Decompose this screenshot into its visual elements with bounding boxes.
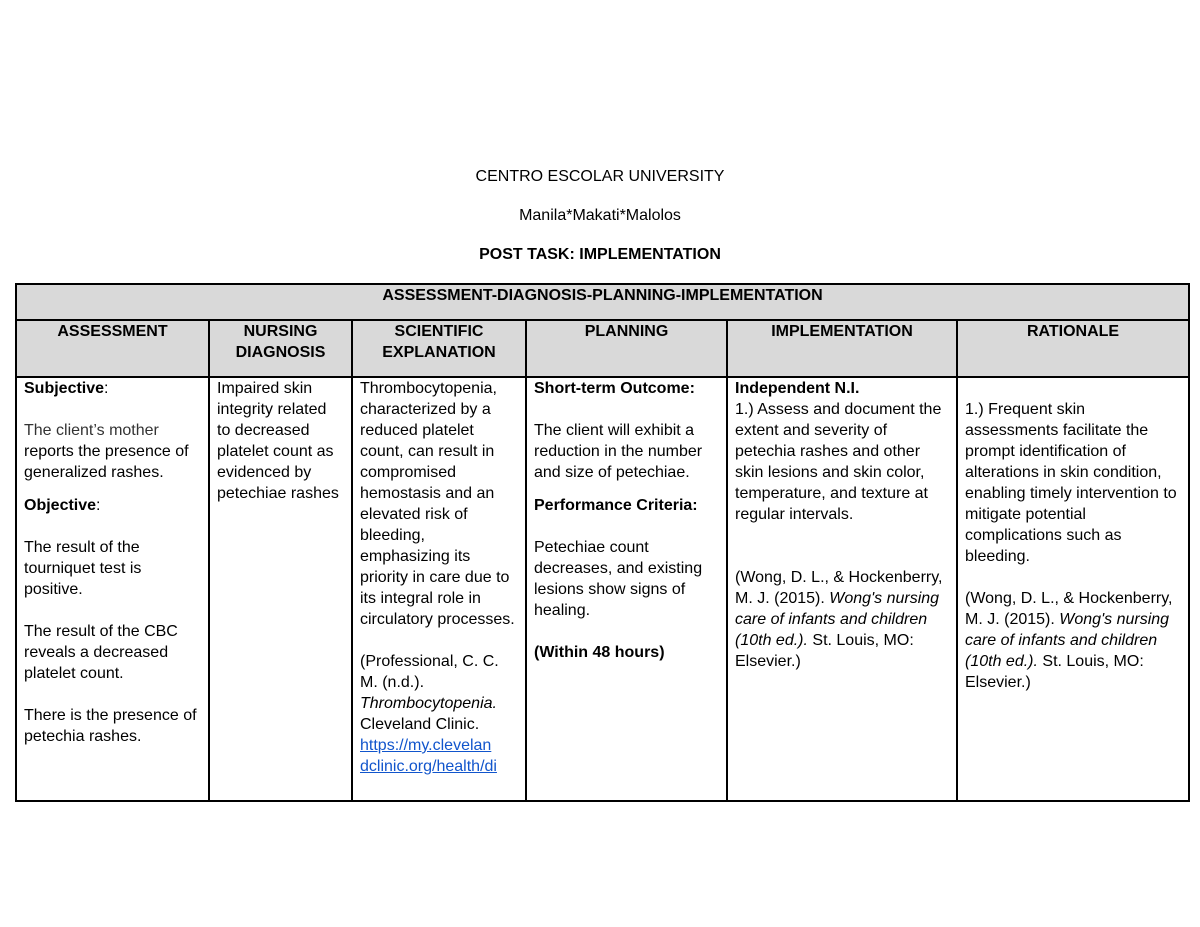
scientific-text: Thrombocytopenia, characterized by a reduced platelet count, can result in compromised hemostasis and an elevated risk of bleeding, emphasizing its priority in care due to its integral role in circulatory processes. [360,380,515,628]
col-scientific-explanation: SCIENTIFIC EXPLANATION [352,320,526,377]
cell-rationale [957,377,1189,801]
campus-list: Manila*Makati*Malolos [519,207,681,224]
diagnosis-text: Impaired skin integrity related to decreased platelet count as evidenced by petechiae rashes [217,380,339,502]
col-planning: PLANNING [526,320,727,377]
table-band-title: ASSESSMENT-DIAGNOSIS-PLANNING-IMPLEMENTATION [16,284,1189,320]
intervention-heading: Independent N.I. [735,380,860,397]
objective-item-3: There is the presence of petechia rashes. [24,707,197,745]
criteria-text: Petechiae count decreases, and existing lesions show signs of healing. [534,539,703,619]
objective-item-2: The result of the CBC reveals a decreased platelet count. [24,623,178,682]
cell-scientific-explanation [352,377,526,801]
subjective-text-1: The client’s mother [24,422,159,439]
cell-planning [526,377,727,801]
cell-implementation [727,377,957,801]
objective-item-1: The result of the tourniquet test is positive. [24,539,142,598]
outcome-text: The client will exhibit a reduction in the number and size of petechiae. [534,422,703,481]
criteria-label: Performance Criteria: [534,497,698,514]
cell-nursing-diagnosis [209,377,352,801]
document-title: POST TASK: IMPLEMENTATION [479,246,721,263]
subjective-text-2: reports the presence of generalized rashes. [24,443,189,481]
scientific-reference: (Professional, C. C. M. (n.d.). Thrombocytopenia. Cleveland Clinic. [360,653,499,733]
outcome-label: Short-term Outcome: [534,380,695,397]
cell-assessment: Subjective: The client’s mother reports the presence of generalized rashes. Objective: The result of the tourniquet test is positive. The result of the CBC reveals a decreased platelet count. There is the presence of petechia rashes. [16,377,209,801]
university-name: CENTRO ESCOLAR UNIVERSITY [475,168,725,185]
subjective-label: Subjective [24,380,105,397]
timeframe: (Within 48 hours) [534,644,665,661]
reference-link[interactable]: https://my.clevelan dclinic.org/health/di [360,737,497,775]
column-headers [16,320,1189,377]
intervention-item-1: 1.) Assess and document the extent and severity of petechia rashes and other skin lesions and skin color, temperature, and texture at regular intervals. [735,401,942,523]
col-assessment: ASSESSMENT [16,320,209,377]
col-nursing-diagnosis: NURSING DIAGNOSIS [209,320,352,377]
objective-label: Objective [24,497,97,514]
implementation-reference: (Wong, D. L., & Hockenberry, M. J. (2015). Wong's nursing care of infants and children (10th ed.). St. Louis, MO: Elsevier.) [735,569,943,670]
col-rationale: RATIONALE [957,320,1189,377]
adpi-table [15,283,1190,802]
rationale-item-1: 1.) Frequent skin assessments facilitate the prompt identification of alterations in skin condition, enabling timely intervention to mitigate potential complications such as bleeding. [965,401,1177,565]
rationale-reference: (Wong, D. L., & Hockenberry, M. J. (2015). Wong's nursing care of infants and children (10th ed.). St. Louis, MO: Elsevier.) [965,590,1173,691]
col-implementation: IMPLEMENTATION [727,320,957,377]
table-row [16,377,1189,801]
